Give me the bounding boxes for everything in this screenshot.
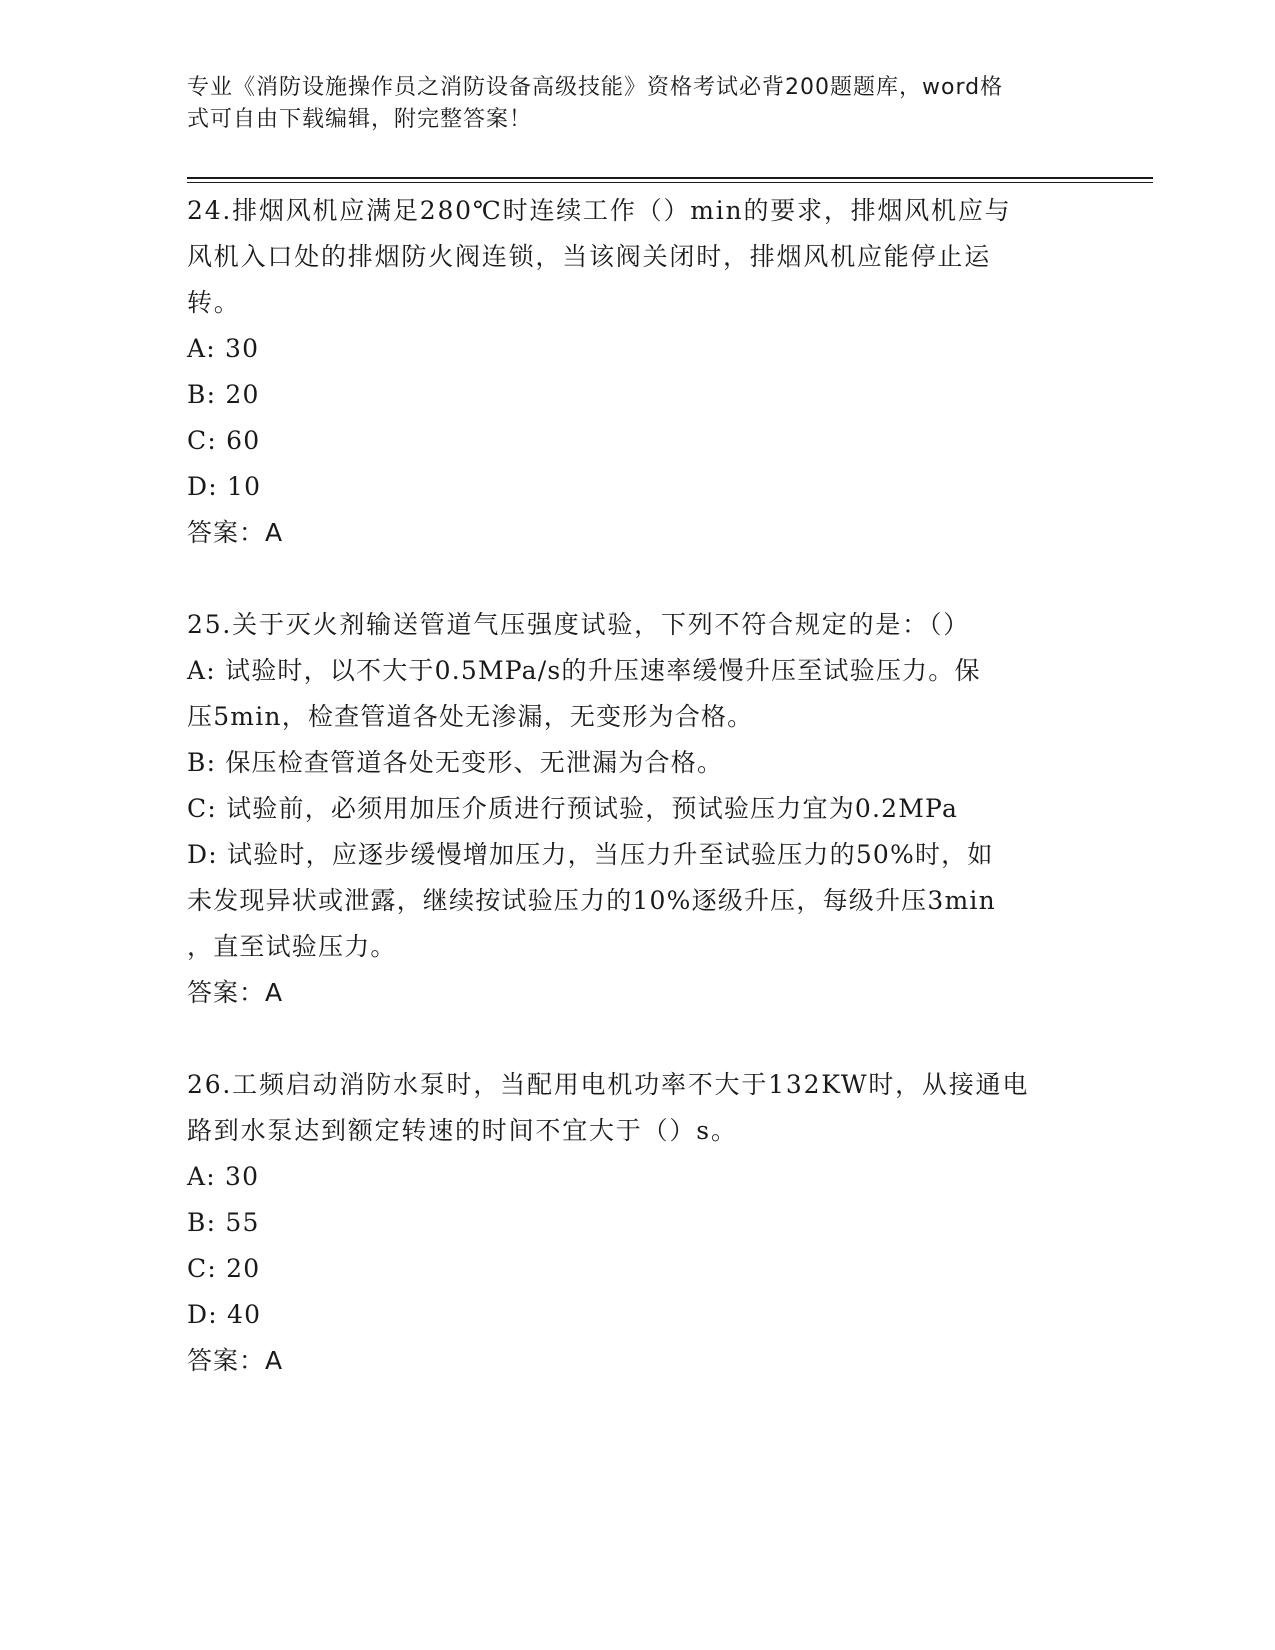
question-spacer [187, 1016, 1087, 1062]
option-a: A: 30 [187, 1162, 260, 1191]
answer-line: 答案：A [187, 518, 284, 547]
document-header [187, 72, 1067, 136]
option-b: B: 20 [187, 380, 260, 409]
header-line-1: 专业《消防设施操作员之消防设备高级技能》资格考试必背200题题库，word格 [187, 75, 1004, 100]
option-d: D: 40 [187, 1300, 262, 1329]
question-stem-line: 转。 [187, 288, 241, 317]
header-divider-thick [187, 177, 1153, 179]
question-26 [187, 1062, 1087, 1384]
question-stem-line: 风机入口处的排烟防火阀连锁，当该阀关闭时，排烟风机应能停止运 [187, 242, 992, 271]
answer-line: 答案：A [187, 1346, 284, 1375]
question-stem-line: 24.排烟风机应满足280℃时连续工作（）min的要求，排烟风机应与 [187, 196, 1012, 225]
option-d-continued: 未发现异状或泄露，继续按试验压力的10%逐级升压，每级升压3min [187, 886, 996, 915]
header-line-2: 式可自由下载编辑，附完整答案！ [187, 107, 533, 132]
question-spacer [187, 556, 1087, 602]
option-a: A: 30 [187, 334, 260, 363]
option-b: B: 保压检查管道各处无变形、无泄漏为合格。 [187, 748, 724, 777]
option-d: D: 试验时，应逐步缓慢增加压力，当压力升至试验压力的50%时，如 [187, 840, 994, 869]
option-a: A: 试验时，以不大于0.5MPa/s的升压速率缓慢升压至试验压力。保 [187, 656, 981, 685]
question-25 [187, 602, 1087, 1016]
option-d: D: 10 [187, 472, 262, 501]
option-b: B: 55 [187, 1208, 260, 1237]
question-stem-line: 26.工频启动消防水泵时，当配用电机功率不大于132KW时，从接通电 [187, 1070, 1030, 1099]
option-a-continued: 压5min，检查管道各处无渗漏，无变形为合格。 [187, 702, 754, 731]
question-list [187, 188, 1087, 1384]
answer-line: 答案：A [187, 978, 284, 1007]
option-c: C: 60 [187, 426, 261, 455]
option-c: C: 20 [187, 1254, 261, 1283]
option-c: C: 试验前，必须用加压介质进行预试验，预试验压力宜为0.2MPa [187, 794, 959, 823]
header-divider-thin [187, 182, 1153, 183]
question-stem-line: 25.关于灭火剂输送管道气压强度试验，下列不符合规定的是：（） [187, 610, 971, 639]
question-24 [187, 188, 1087, 556]
option-d-continued: ，直至试验压力。 [187, 932, 397, 961]
question-stem-line: 路到水泵达到额定转速的时间不宜大于（）s。 [187, 1116, 738, 1145]
